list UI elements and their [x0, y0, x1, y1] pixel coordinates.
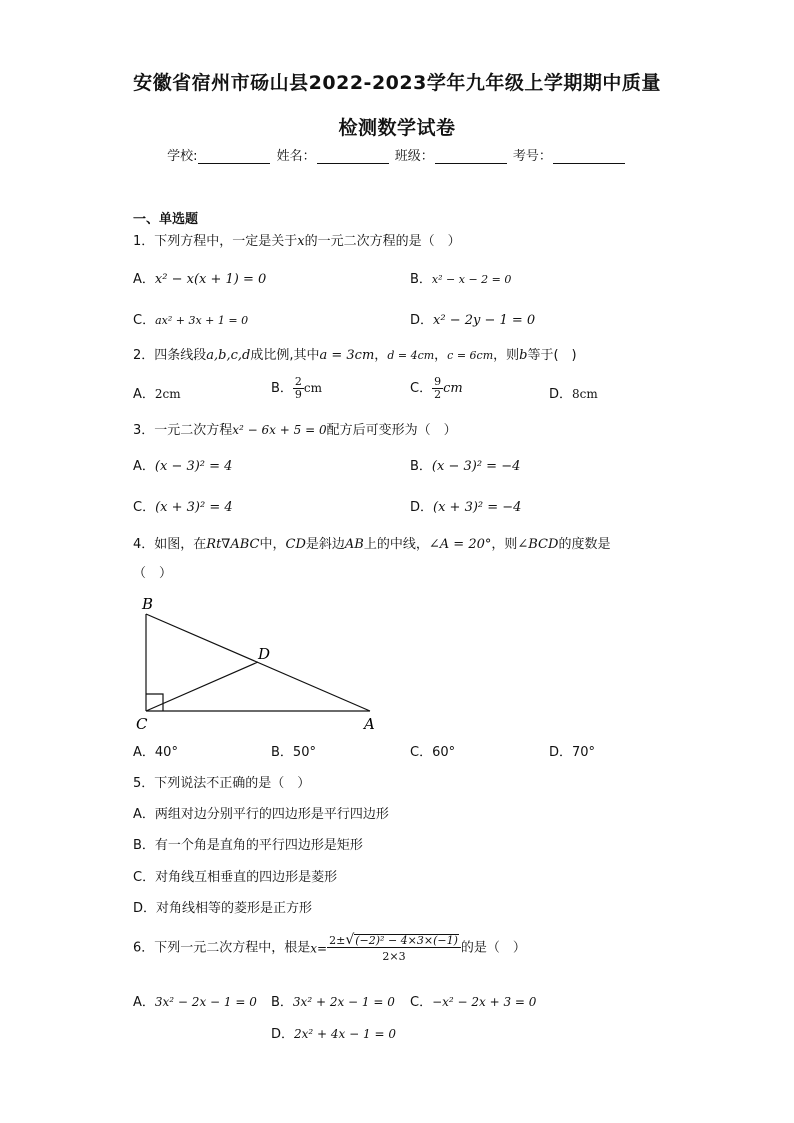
q5-option-b: B．有一个角是直角的平行四边形是矩形 — [133, 838, 363, 853]
q3-option-d — [410, 499, 521, 517]
option-text: −x² − 2x + 3 = 0 — [432, 995, 537, 1009]
option-text: 50° — [292, 745, 316, 760]
q4-option-b — [271, 744, 316, 762]
option-text: x² − 2y − 1 = 0 — [433, 313, 536, 328]
class-blank — [435, 149, 507, 164]
right-angle-mark — [146, 694, 163, 711]
option-label: D． — [549, 387, 573, 402]
option-text: 3x² − 2x − 1 = 0 — [154, 995, 257, 1009]
student-info-line — [0, 145, 794, 164]
option-text: (x + 3)² = −4 — [433, 500, 522, 515]
q6-stem-b: 的是（ ） — [460, 940, 526, 956]
numerator — [327, 934, 461, 948]
q3-stem-a: 3．一元二次方程 — [133, 423, 233, 438]
q2-var-b: b — [519, 348, 528, 363]
q3-option-a — [133, 458, 232, 476]
q2-option-c — [410, 376, 463, 401]
unit: cm — [303, 381, 323, 395]
option-label: C． — [410, 745, 433, 760]
q4-stem-d: 上的中线， — [363, 537, 429, 552]
label-a: A — [364, 715, 375, 733]
q4-option-a — [133, 744, 178, 762]
q5-option-a: A．两组对边分别平行的四边形是平行四边形 — [133, 807, 389, 822]
unit: cm — [443, 381, 463, 396]
q4-stem-b: 中， — [259, 537, 286, 552]
option-label: D． — [271, 1027, 295, 1042]
option-label: C． — [410, 381, 433, 396]
sqrt-sign: √ — [345, 932, 355, 948]
q6-x-eq: x= — [310, 941, 328, 956]
denominator: 2×3 — [382, 950, 406, 963]
label-c: C — [136, 715, 148, 733]
option-label: C． — [410, 995, 433, 1010]
section-heading: 一、单选题 — [133, 212, 199, 227]
option-label: A． — [133, 745, 155, 760]
label-d: D — [258, 645, 271, 663]
denominator: 9 — [294, 388, 302, 401]
fraction — [293, 376, 304, 401]
option-text: x² − x − 2 = 0 — [431, 273, 512, 286]
q3-equation: x² − 6x + 5 = 0 — [232, 423, 327, 437]
option-label: B． — [410, 459, 432, 474]
option-label: B． — [271, 745, 293, 760]
option-label: A． — [133, 272, 155, 287]
q2-vars: a,b,c,d — [206, 348, 251, 363]
triangle-diagram — [130, 592, 390, 734]
option-text: 70° — [572, 745, 596, 760]
denominator: 2 — [434, 388, 442, 401]
question-5-stem: 5．下列说法不正确的是（ ） — [133, 776, 311, 791]
exam-no-blank — [553, 149, 625, 164]
option-label: B． — [410, 272, 432, 287]
q1-option-a — [133, 271, 266, 289]
option-label: D． — [549, 745, 573, 760]
q2-option-b — [271, 376, 322, 401]
option-text: 2x² + 4x − 1 = 0 — [294, 1027, 396, 1041]
q4-cd: CD — [285, 537, 306, 552]
option-label: B． — [271, 995, 293, 1010]
q1-stem-b: 的一元二次方程的是（ ） — [304, 234, 461, 249]
option-label: C． — [133, 500, 156, 515]
option-label: B． — [271, 381, 293, 396]
q5-option-d: D．对角线相等的菱形是正方形 — [133, 901, 313, 916]
option-text: ax² + 3x + 1 = 0 — [155, 314, 249, 327]
q4-option-c — [410, 744, 455, 762]
option-label: A． — [133, 387, 155, 402]
q2-given-d: d = 4cm — [387, 349, 435, 362]
q1-option-d — [410, 312, 535, 330]
option-label: D． — [410, 500, 434, 515]
question-1-stem — [133, 233, 461, 251]
q4-paren: （ ） — [133, 566, 173, 581]
exam-no-label: 考号： — [512, 149, 552, 164]
q1-option-b — [410, 271, 511, 289]
option-text: (x + 3)² = 4 — [155, 500, 233, 515]
question-2-stem: 2．四条线段a,b,c,d成比例,其中a = 3cm，d = 4cm，c = 6cm，则b等于( ) — [133, 348, 577, 363]
q3-option-c — [133, 499, 233, 517]
page-title-line1: 安徽省宿州市砀山县2022-2023学年九年级上学期期中质量 — [133, 72, 661, 94]
page-title-line2: 检测数学试卷 — [338, 117, 456, 139]
school-label: 学校: — [167, 149, 198, 164]
q2-stem-a: 2．四条线段 — [133, 348, 207, 363]
class-label: 班级： — [394, 149, 434, 164]
name-blank — [317, 149, 389, 164]
q2-stem-d: 等于( ) — [527, 348, 577, 363]
q4-angle: ∠A = 20° — [428, 537, 492, 552]
q4-option-d — [549, 744, 595, 762]
q3-option-b — [410, 458, 520, 476]
question-3-stem — [133, 421, 457, 440]
option-text: 8cm — [572, 387, 598, 401]
option-label: A． — [133, 459, 155, 474]
option-label: D． — [410, 313, 434, 328]
numerator: 2 — [294, 375, 302, 388]
q1-var: x — [297, 234, 305, 249]
question-6-stem — [133, 934, 526, 963]
q4-stem-a: 4．如图，在 — [133, 537, 207, 552]
q6-option-a — [133, 993, 257, 1012]
option-text: x² − x(x + 1) = 0 — [154, 272, 267, 287]
q6-option-c — [410, 993, 536, 1012]
q2-given-c: c = 6cm — [447, 349, 494, 362]
q6-option-b — [271, 993, 395, 1012]
q1-stem-a: 1．下列方程中，一定是关于 — [133, 234, 298, 249]
q6-stem-a: 6．下列一元二次方程中，根是 — [133, 940, 311, 956]
q4-triangle: Rt∇ABC — [206, 537, 260, 552]
plus-minus: 2± — [329, 934, 346, 947]
option-text: 60° — [432, 745, 456, 760]
question-4-stem — [133, 536, 610, 554]
q4-stem-f: 的度数是 — [558, 537, 611, 552]
q6-option-d — [271, 1025, 396, 1044]
q2-option-d — [549, 385, 598, 404]
q2-option-a — [133, 385, 181, 404]
q4-ab: AB — [344, 537, 364, 552]
q1-option-c — [133, 312, 248, 330]
numerator: 9 — [434, 375, 442, 388]
school-blank — [198, 149, 270, 164]
q5-option-c: C．对角线互相垂直的四边形是菱形 — [133, 870, 338, 885]
q2-stem-c: ，则 — [493, 348, 520, 363]
fraction — [432, 376, 443, 401]
option-text: (x − 3)² = −4 — [431, 459, 521, 474]
q2-given-a: a = 3cm — [319, 348, 375, 363]
q4-target: ∠BCD — [517, 537, 559, 552]
root-formula — [327, 934, 461, 963]
option-text: 3x² + 2x − 1 = 0 — [292, 995, 395, 1009]
q4-stem-c: 是斜边 — [305, 537, 345, 552]
option-label: A． — [133, 995, 155, 1010]
q4-stem-e: ，则 — [491, 537, 518, 552]
name-label: 姓名： — [276, 149, 316, 164]
option-label: C． — [133, 313, 156, 328]
label-b: B — [142, 595, 154, 613]
q3-stem-b: 配方后可变形为（ ） — [326, 423, 457, 438]
option-text: (x − 3)² = 4 — [154, 459, 233, 474]
q2-stem-b: 成比例,其中 — [250, 348, 320, 363]
option-text: 40° — [154, 745, 178, 760]
radicand: (−2)² − 4×3×(−1) — [355, 934, 458, 947]
option-text: 2cm — [154, 387, 181, 401]
